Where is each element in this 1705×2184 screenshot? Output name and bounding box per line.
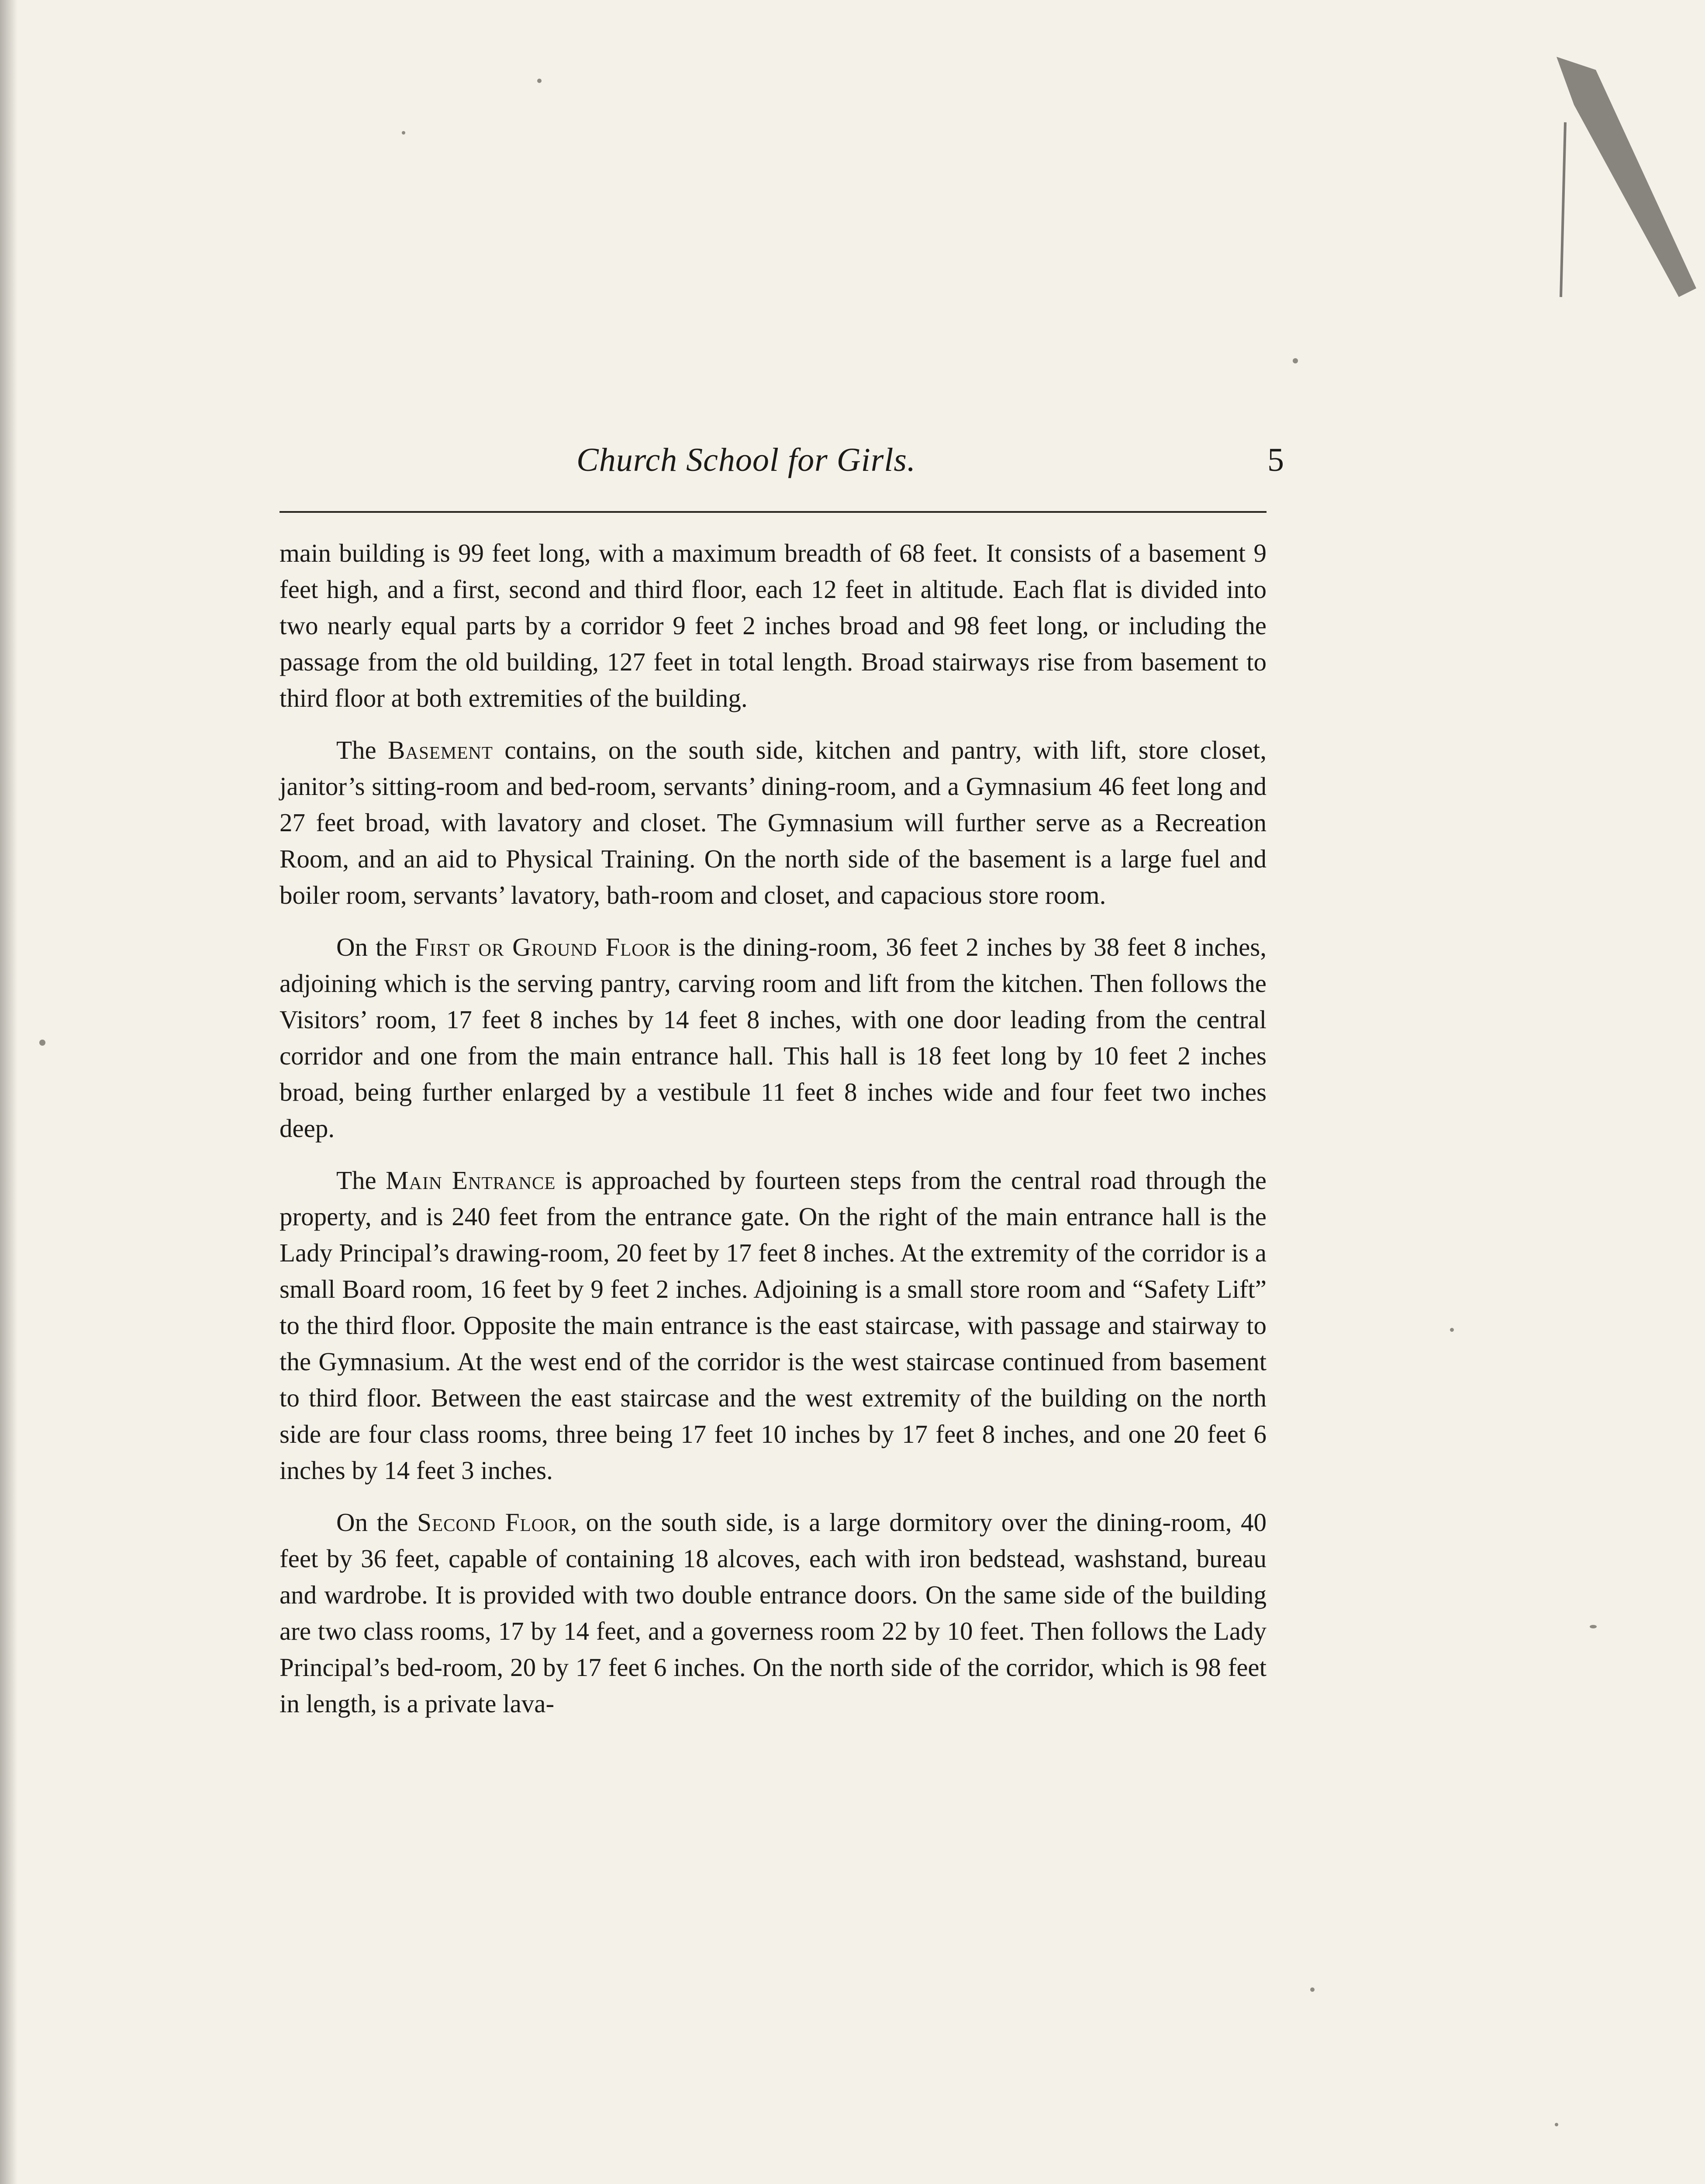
page-number: 5 (1267, 442, 1284, 478)
paragraph-text: is the dining-room, 36 feet 2 inches by 38 feet 8 inches, adjoining which is the serving pantry, carving room and lift from the kitchen. Then follows the Visitors’ room, 17 feet 8 inches by 14 feet 8 inches, with one door leading from the central corridor and one from the main entrance hall. This hall is 18 feet long by 10 feet 2 inches broad, being further enlarged by a vestibule 11 feet 8 inches wide and four feet two inches deep. (280, 933, 1267, 1143)
paper-speckle (1450, 1328, 1454, 1332)
paragraph-basement: The Basement contains, on the south side, kitchen and pantry, with lift, store closet, janitor’s sitting-room and bed-room, servants’ dining-room, and a Gymnasium 46 feet long and 27 feet broad, with lavatory and closet. The Gymnasium will further serve as a Recreation Room, and an aid to Physical Training. On the north side of the basement is a large fuel and boiler room, servants’ lavatory, bath-room and closet, and capacious store room. (280, 736, 1267, 909)
running-title: Church School for Girls. (576, 442, 916, 478)
paper-speckle (39, 1040, 45, 1046)
paper-speckle (1555, 2123, 1558, 2126)
body-text (280, 535, 1267, 1738)
paper-speckle (1310, 1987, 1315, 1992)
paper-speckle (537, 79, 542, 83)
paper-speckle (1293, 358, 1298, 363)
paper-speckle (402, 131, 405, 135)
page-binding-edge (0, 0, 17, 2184)
paragraph-text: main building is 99 feet long, with a maximum breadth of 68 feet. It consists of a basement 9 feet high, and a first, second and third floor, each 12 feet in altitude. Each flat is divided into two nearly equal parts by a corridor 9 feet 2 inches broad and 98 feet long, or including the passage from the old building, 127 feet in total length. Broad stairways rise from basement to third floor at both extremities of the building. (280, 539, 1267, 712)
header-rule (280, 511, 1267, 513)
paragraph-text: , on the south side, is a large dormitory over the dining-room, 40 feet by 36 feet, capable of containing 18 alcoves, each with iron bedstead, washstand, bureau and wardrobe. It is provided with two double entrance doors. On the same side of the building are two class rooms, 17 by 14 feet, and a governess room 22 by 10 feet. Then follows the Lady Principal’s bed-room, 20 by 17 feet 6 inches. On the north side of the corridor, which is 98 feet in length, is a private lava- (280, 1508, 1267, 1718)
paragraph-intro (280, 535, 1267, 716)
page-header (288, 441, 1301, 489)
section-term: First or Ground Floor (414, 933, 671, 961)
paragraph-text: contains, on the south side, kitchen and pantry, with lift, store closet, janitor’s sitting-room and bed-room, servants’ dining-room, and a Gymnasium 46 feet long and 27 feet broad, with lavatory and closet. The Gymnasium will further serve as a Recreation Room, and an aid to Physical Training. On the north side of the basement is a large fuel and boiler room, servants’ lavatory, bath-room and closet, and capacious store room. (280, 736, 1267, 909)
paragraph-second-floor: On the Second Floor, on the south side, is a large dormitory over the dining-room, 40 feet by 36 feet, capable of containing 18 alcoves, each with iron bedstead, washstand, bureau and wardrobe. It is provided with two double entrance doors. On the same side of the building are two class rooms, 17 by 14 feet, and a governess room 22 by 10 feet. Then follows the Lady Principal’s bed-room, 20 by 17 feet 6 inches. On the north side of the corridor, which is 98 feet in length, is a private lava- (280, 1508, 1267, 1718)
section-term: Main Entrance (386, 1166, 556, 1195)
section-term: Second Floor (417, 1508, 571, 1537)
paper-speckle (1590, 1625, 1597, 1628)
paragraph-text: is approached by fourteen steps from the central road through the property, and is 240 feet from the entrance gate. On the right of the main entrance hall is the Lady Principal’s drawing-room, 20 feet by 17 feet 8 inches. At the extremity of the corridor is a small Board room, 16 feet by 9 feet 2 inches. Adjoining is a small store room and “Safety Lift” to the third floor. Opposite the main entrance is the east staircase, with passage and stairway to the Gymnasium. At the west end of the corridor is the west staircase continued from basement to third floor. Between the east staircase and the west extremity of the building on the north side are four class rooms, three being 17 feet 10 inches by 17 feet 8 inches, and one 20 feet 6 inches by 14 feet 3 inches. (280, 1166, 1267, 1485)
paragraph-first-floor: On the First or Ground Floor is the dining-room, 36 feet 2 inches by 38 feet 8 inches, adjoining which is the serving pantry, carving room and lift from the kitchen. Then follows the Visitors’ room, 17 feet 8 inches by 14 feet 8 inches, with one door leading from the central corridor and one from the main entrance hall. This hall is 18 feet long by 10 feet 2 inches broad, being further enlarged by a vestibule 11 feet 8 inches wide and four feet two inches deep. (280, 933, 1267, 1143)
torn-corner-mark (1548, 52, 1705, 323)
paragraph-main-entrance: The Main Entrance is approached by fourteen steps from the central road through the property, and is 240 feet from the entrance gate. On the right of the main entrance hall is the Lady Principal’s drawing-room, 20 feet by 17 feet 8 inches. At the extremity of the corridor is a small Board room, 16 feet by 9 feet 2 inches. Adjoining is a small store room and “Safety Lift” to the third floor. Opposite the main entrance is the east staircase, with passage and stairway to the Gymnasium. At the west end of the corridor is the west staircase continued from basement to third floor. Between the east staircase and the west extremity of the building on the north side are four class rooms, three being 17 feet 10 inches by 17 feet 8 inches, and one 20 feet 6 inches by 14 feet 3 inches. (280, 1166, 1267, 1485)
section-term: Basement (387, 736, 493, 764)
